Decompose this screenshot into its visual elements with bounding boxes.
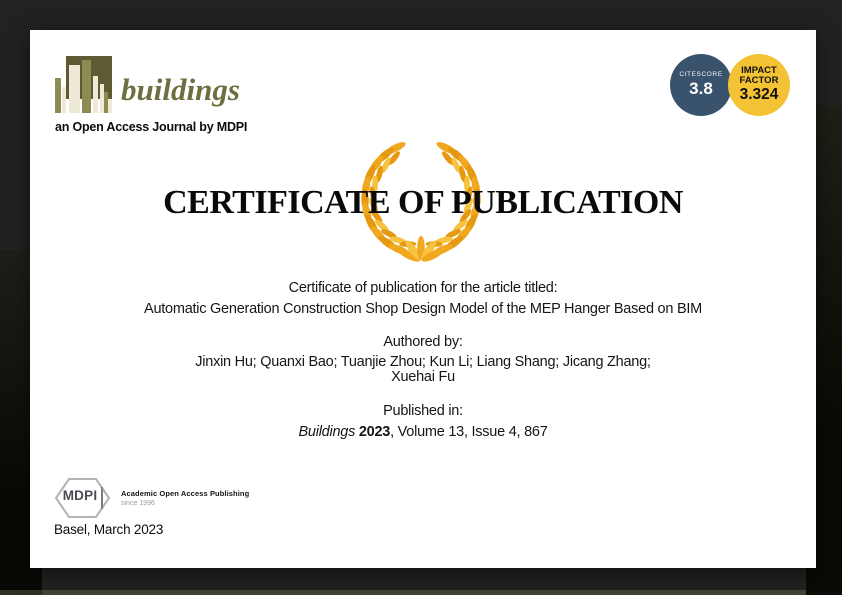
authored-by-label: Authored by: bbox=[383, 334, 463, 350]
publication-year: 2023 bbox=[355, 424, 391, 440]
mdpi-logo bbox=[54, 477, 112, 519]
publication-details: , Volume 13, Issue 4, 867 bbox=[390, 424, 548, 440]
background-bottom-strip bbox=[0, 590, 842, 595]
impact-factor-badge bbox=[728, 54, 790, 116]
publisher-tagline-line2: since 1996 bbox=[121, 500, 155, 507]
article-title: Automatic Generation Construction Shop Design Model of the MEP Hanger Based on BIM bbox=[144, 301, 702, 317]
publisher-tagline bbox=[121, 489, 249, 507]
publication-journal: Buildings bbox=[298, 424, 356, 440]
journal-tagline: an Open Access Journal by MDPI bbox=[55, 120, 248, 134]
citescore-value: 3.8 bbox=[689, 79, 713, 98]
impact-factor-label: IMPACT FACTOR bbox=[739, 64, 779, 86]
authors-line-1: Jinxin Hu; Quanxi Bao; Tuanjie Zhou; Kun Li; Liang Shang; Jicang Zhang; bbox=[195, 354, 651, 370]
buildings-skyline-icon bbox=[55, 56, 112, 113]
publisher-block bbox=[54, 477, 249, 519]
publisher-tagline-line1: Academic Open Access Publishing bbox=[121, 489, 250, 498]
mdpi-divider bbox=[101, 487, 103, 509]
citescore-badge bbox=[670, 54, 732, 116]
impact-factor-value: 3.324 bbox=[739, 86, 779, 104]
place-date: Basel, March 2023 bbox=[54, 522, 164, 537]
publication-reference bbox=[30, 424, 816, 440]
metric-badges bbox=[670, 54, 790, 116]
intro-line: Certificate of publication for the article titled: bbox=[288, 280, 558, 296]
certificate-card bbox=[30, 30, 816, 568]
certificate-title: CERTIFICATE OF PUBLICATION bbox=[163, 184, 683, 221]
mdpi-wordmark: MDPI bbox=[62, 488, 98, 503]
journal-name: buildings bbox=[121, 72, 240, 108]
authors-list bbox=[30, 355, 816, 385]
journal-brand bbox=[55, 56, 247, 134]
published-in-label: Published in: bbox=[383, 403, 463, 419]
authors-line-2: Xuehai Fu bbox=[391, 369, 455, 386]
citescore-label: CITESCORE bbox=[679, 71, 723, 78]
